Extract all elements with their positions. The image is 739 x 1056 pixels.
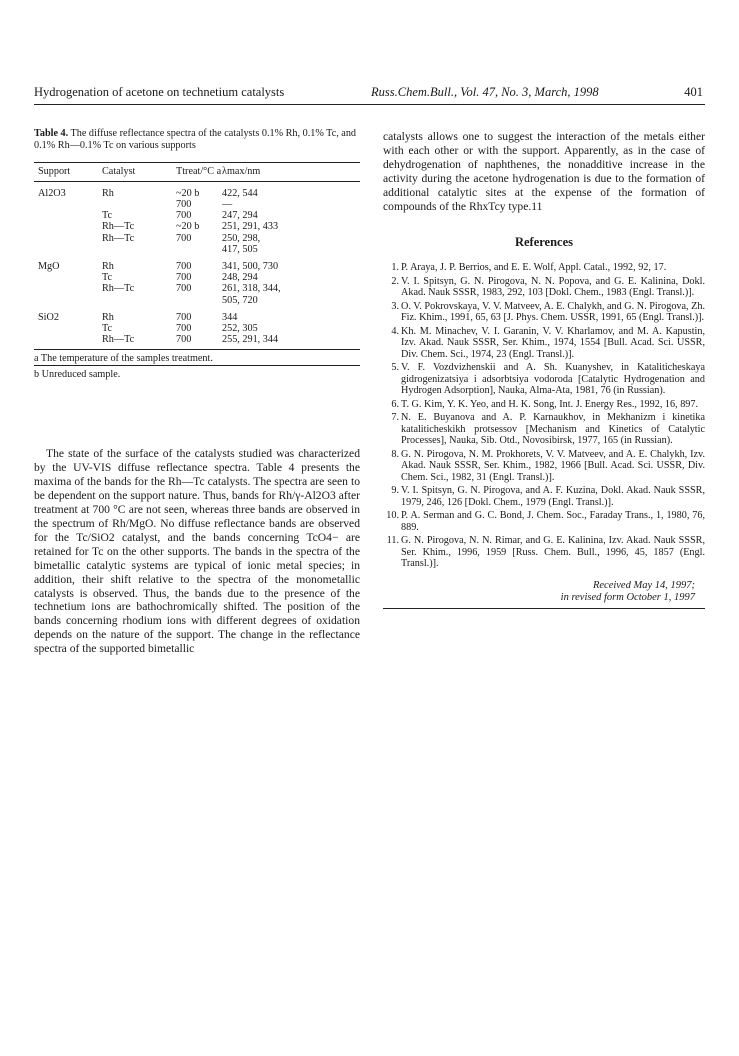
- cell-ttreat: 700: [176, 323, 192, 335]
- cell-lambda: 250, 298,: [222, 232, 261, 244]
- header-ttreat: Ttreat/°C a: [176, 162, 222, 181]
- reference-text: T. G. Kim, Y. K. Yeo, and H. K. Song, Int. J. Energy Res., 1992, 16, 897.: [401, 398, 699, 410]
- cell-catalyst: Rh—Tc: [102, 283, 135, 295]
- cell-lambda: 248, 294: [222, 272, 258, 284]
- table-row: [34, 181, 360, 199]
- cell-support: [34, 334, 102, 350]
- cell-ttreat: 700: [176, 283, 192, 295]
- reference-text: P. Araya, J. P. Berrios, and E. E. Wolf, Appl. Catal., 1992, 92, 17.: [401, 262, 667, 274]
- cell-lambda: 251, 291, 433: [222, 221, 279, 233]
- reference-text: V. I. Spitsyn, G. N. Pirogova, N. N. Popova, and G. E. Kalinina, Dokl. Akad. Nauk SSSR, 1983, 292, 103 [Dokl. Chem., 1983 (Engl. Transl.)].: [401, 275, 705, 299]
- header-support: Support: [34, 162, 102, 181]
- cell-lambda: 344: [222, 311, 238, 323]
- table-row: [34, 199, 360, 210]
- cell-lambda: 255, 291, 344: [222, 334, 279, 346]
- references-title: References: [514, 235, 574, 250]
- cell-ttreat: ~20 b: [176, 221, 200, 233]
- table-row: [34, 255, 360, 272]
- cell-lambda: 247, 294: [222, 210, 258, 222]
- reference-text: Kh. M. Minachev, V. I. Garanin, V. V. Kharlamov, and M. A. Kapustin, Izv. Akad. Nauk SSSR, Ser. Khim., 1974, 1554 [Bull. Acad. Sci. USSR, Div. Chem. Sci., 1974, 23 (Engl. Transl.)].: [401, 325, 705, 360]
- header-catalyst: Catalyst: [102, 162, 176, 181]
- reference-number: 9.: [391, 485, 399, 497]
- table-row: [34, 295, 360, 306]
- cell-catalyst: Tc: [102, 323, 113, 335]
- reference-item: [383, 510, 705, 533]
- reference-text: N. E. Buyanova and A. P. Karnaukhov, in Mekhanizm i kinetika kataliticheskikh protsessov [Mechanism and Kinetics of Catalytic Processes], Nauka, Sib. Otd., Novosibirsk, 1977, 165 (in Russian).: [401, 412, 705, 447]
- cell-ttreat: 700: [176, 199, 192, 210]
- cell-support: SiO2: [38, 311, 59, 323]
- table-row: [34, 221, 360, 232]
- table-label: Table 4.: [34, 128, 69, 139]
- cell-ttreat: 700: [176, 261, 192, 273]
- reference-item: [383, 262, 705, 274]
- cell-support: Al2O3: [38, 187, 66, 199]
- reference-text: G. N. Pirogova, N. M. Prokhorets, V. V. Matveev, and A. E. Chalykh, Izv. Akad. Nauk SSSR, Ser. Khim., 1982, 1966 [Bull. Acad. Sci. USSR, Div. Chem. Sci., 1982, 31 (Engl. Transl.)].: [401, 448, 705, 483]
- cell-ttreat: [176, 295, 222, 306]
- table-row: [34, 272, 360, 283]
- reference-number: 2.: [391, 275, 399, 287]
- table-header-row: [34, 162, 360, 181]
- table-row: [34, 283, 360, 294]
- cell-catalyst: [102, 199, 176, 210]
- left-column: [34, 128, 360, 656]
- cell-catalyst: Tc: [102, 272, 113, 284]
- cell-catalyst: Rh—Tc: [102, 221, 135, 233]
- reference-number: 3.: [391, 300, 399, 312]
- reference-number: 10.: [386, 510, 399, 522]
- cell-ttreat: 700: [176, 272, 192, 284]
- table-caption: [34, 128, 360, 152]
- cell-support: MgO: [38, 261, 60, 273]
- header-title: Hydrogenation of acetone on technetium catalysts: [34, 85, 285, 99]
- cell-ttreat: [176, 244, 222, 255]
- cell-support: [34, 323, 102, 334]
- header-journal: Russ.Chem.Bull., Vol. 47, No. 3, March, 1998: [371, 85, 599, 99]
- cell-support: [34, 295, 102, 306]
- reference-text: O. V. Pokrovskaya, V. V. Matveev, A. E. Chalykh, and G. N. Pirogova, Zh. Fiz. Khim., 1991, 65, 63 [J. Phys. Chem. USSR, 1991, 65 (Engl. Transl.)].: [401, 300, 705, 324]
- right-paragraph: catalysts allows one to suggest the interaction of the metals either with each other or with the support. Apparently, as in the case of dehydrogenation of naphthenes, the nonadditive increase in the activity during the acetone hydrogenation is due to the formation of additional catalytic sites at the expense of the formation of compounds of the RhxTcy type.11: [383, 130, 705, 213]
- table-caption-text: The diffuse reflectance spectra of the catalysts 0.1% Rh, 0.1% Tc, and 0.1% Rh—0.1% Tc on various supports: [34, 128, 357, 151]
- running-header: [34, 84, 705, 105]
- table-4: [34, 162, 360, 382]
- reference-number: 11.: [386, 535, 399, 547]
- reference-text: V. I. Spitsyn, G. N. Pirogova, and A. F. Kuzina, Dokl. Akad. Nauk SSSR, 1979, 246, 126 [Dokl. Chem., 1979 (Engl. Transl.)].: [401, 485, 705, 508]
- cell-ttreat: ~20 b: [176, 187, 200, 199]
- cell-catalyst: Rh: [102, 187, 114, 199]
- reference-text: V. F. Vozdvizhenskii and A. Sh. Kuanyshev, in Kataliticheskaya gidrogenizatsiya i adsorbtsiya vodoroda [Catalytic Hydrogenation and Hydrogen Adsorption], Nauka, Alma-Ata, 1981, 76 (in Russian).: [401, 362, 705, 397]
- cell-catalyst: [102, 295, 176, 306]
- reference-number: 8.: [391, 448, 399, 460]
- table-note-b: b Unreduced sample.: [34, 366, 360, 382]
- right-column: [383, 130, 705, 609]
- header-lambda: λmax/nm: [222, 162, 360, 181]
- reference-item: [383, 301, 705, 324]
- cell-support: [34, 199, 102, 210]
- reference-number: 1.: [391, 262, 399, 274]
- table-row: [34, 306, 360, 323]
- cell-lambda: 417, 505: [222, 243, 258, 255]
- reference-number: 4.: [391, 325, 399, 337]
- cell-ttreat: 700: [176, 311, 192, 323]
- cell-catalyst: [102, 244, 176, 255]
- reference-number: 7.: [391, 412, 399, 424]
- reference-item: [383, 535, 705, 570]
- received-line-2: in revised form October 1, 1997: [560, 592, 695, 604]
- cell-lambda: 422, 544: [222, 187, 258, 199]
- table-row: [34, 210, 360, 221]
- received-dates: [383, 580, 705, 609]
- cell-catalyst: Rh: [102, 261, 114, 273]
- received-line-1: Received May 14, 1997;: [592, 579, 695, 591]
- reference-item: [383, 399, 705, 411]
- cell-support: [34, 272, 102, 283]
- cell-catalyst: Rh: [102, 311, 114, 323]
- table-row: [34, 334, 360, 350]
- cell-lambda: 341, 500, 730: [222, 261, 279, 273]
- table-row: [34, 244, 360, 255]
- cell-catalyst: Rh—Tc: [102, 232, 135, 244]
- cell-lambda: 505, 720: [222, 294, 258, 306]
- reference-number: 6.: [391, 398, 399, 410]
- reference-item: [383, 485, 705, 508]
- cell-lambda: —: [222, 199, 233, 210]
- table-note-a: a The temperature of the samples treatment.: [34, 350, 360, 366]
- cell-ttreat: 700: [176, 334, 192, 346]
- cell-lambda: 261, 318, 344,: [222, 283, 281, 295]
- table-body: [34, 181, 360, 350]
- cell-support: [34, 210, 102, 221]
- reference-number: 5.: [391, 362, 399, 374]
- reference-text: G. N. Pirogova, N. N. Rimar, and G. E. Kalinina, Izv. Akad. Nauk SSSR, Ser. Khim., 1996, 1959 [Russ. Chem. Bull., 1996, 45, 1857 (Engl. Transl.)].: [401, 535, 705, 570]
- cell-support: [34, 221, 102, 232]
- cell-support: [34, 233, 102, 244]
- left-paragraph: The state of the surface of the catalysts studied was characterized by the UV-VIS diffuse reflectance spectra. Table 4 presents the maxima of the bands for the Rh—Tc catalysts. The spectra are seen to be dependent on the support nature. Thus, bands for Rh/γ-Al2O3 after treatment at 700 °C are not seen, whereas three bands are observed in the spectrum of Rh/MgO. No diffuse reflectance bands are observed for the Tc/SiO2 catalyst, and the bands concerning TcO4− are retained for Tc on the other supports. The bands in the spectra of the bimetallic catalytic systems are typical of ionic metal species; in addition, their shift relative to the spectra of the monometallic catalysts is observed. Thus, the bands due to the presence of the technetium ions are bathochromically shifted. The position of the bands concerning rhodium ions with different degrees of oxidation depends on the nature of the support. The change in the reflectance spectra of the supported bimetallic: [34, 447, 360, 656]
- table-row: [34, 323, 360, 334]
- cell-catalyst: Rh—Tc: [102, 334, 135, 346]
- cell-support: [34, 244, 102, 255]
- cell-ttreat: 700: [176, 210, 192, 222]
- reference-item: [383, 449, 705, 484]
- reference-item: [383, 412, 705, 447]
- cell-support: [34, 283, 102, 294]
- reference-item: [383, 326, 705, 361]
- reference-text: P. A. Serman and G. C. Bond, J. Chem. Soc., Faraday Trans., 1, 1980, 76, 889.: [401, 510, 705, 533]
- cell-ttreat: 700: [176, 232, 192, 244]
- references-list: [383, 262, 705, 570]
- page-number: 401: [684, 85, 703, 99]
- cell-catalyst: Tc: [102, 210, 113, 222]
- cell-lambda: 252, 305: [222, 323, 258, 335]
- reference-item: [383, 276, 705, 299]
- reference-item: [383, 362, 705, 397]
- table-row: [34, 233, 360, 244]
